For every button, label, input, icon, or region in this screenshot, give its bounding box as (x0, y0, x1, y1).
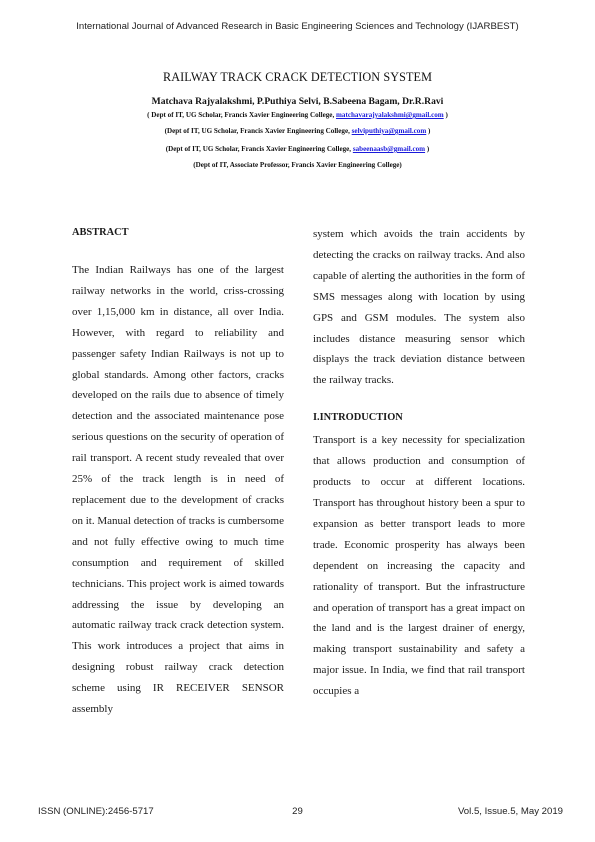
email-link[interactable]: sabeenaasb@gmail.com (352, 145, 426, 153)
introduction-paragraph: Transport is a key necessity for specialization that allows production and consumption of products to occur at different locations. Transport has throughout history been a spur to expansion as better transport leads to more trade. Economic prosperity has always been dependent on increasing the capacity and rationality of transport. But the infrastructure and operation of transport has a great impact on the land and is the largest drainer of energy, making transport sustainability and safety a major issue. In India, we find that rail transport occupies a (313, 434, 525, 698)
email-link[interactable]: selviputhiya@gmail.com (351, 127, 427, 135)
affiliation-close: ) (443, 111, 448, 119)
affiliation-text: (Dept of IT, UG Scholar, Francis Xavier Engineering College, (164, 127, 352, 135)
abstract-heading: ABSTRACT (72, 227, 129, 238)
introduction-heading: I.INTRODUCTION (313, 412, 403, 424)
abstract-continuation: system which avoids the train accidents by detecting the cracks on railway tracks. And also capable of alerting the authorities in the form of SMS messages along with location by using GPS and GSM modules. The system also includes distance measuring sensor which displays the track deviation distance between the railway tracks. (313, 228, 525, 387)
journal-header: International Journal of Advanced Research in Basic Engineering Sciences and Technology (IJARBEST) (76, 21, 519, 32)
affiliation-3 (0, 145, 595, 153)
affiliation-text: (Dept of IT, Associate Professor, Francis Xavier Engineering College) (193, 161, 402, 169)
footer-page-number: 29 (292, 806, 303, 817)
footer-issn: ISSN (ONLINE):2456-5717 (38, 806, 154, 817)
affiliation-text: ( Dept of IT, UG Scholar, Francis Xavier Engineering College, (147, 111, 336, 119)
abstract-paragraph: The Indian Railways has one of the largest railway networks in the world, criss-crossing over 1,15,000 km in distance, all over India. However, with regard to reliability and passenger safety Indian Railways is not up to global standards. Among other factors, cracks developed on the rails due to absence of timely detection and the associated maintenance pose serious questions on the security of operation of rail transport. A recent study revealed that over 25% of the track length is in need of replacement due to the development of cracks on it. Manual detection of tracks is cumbersome and not fully effective owing to much time consumption and requirement of skilled technicians. This project work is aimed towards addressing the issue by developing an automatic railway track crack detection system. This work introduces a project that aims in designing robust railway crack detection scheme using IR RECEIVER SENSOR assembly (72, 264, 284, 716)
affiliation-1 (0, 111, 595, 119)
affiliation-text: (Dept of IT, UG Scholar, Francis Xavier Engineering College, (165, 145, 353, 153)
affiliation-4 (0, 161, 595, 169)
author-list: Matchava Rajyalakshmi, P.Puthiya Selvi, B.Sabeena Bagam, Dr.R.Ravi (151, 96, 444, 107)
footer-volume: Vol.5, Issue.5, May 2019 (457, 806, 563, 817)
left-column (72, 224, 284, 720)
right-column (313, 224, 525, 702)
paper-title: RAILWAY TRACK CRACK DETECTION SYSTEM (162, 70, 433, 84)
affiliation-close: ) (425, 145, 430, 153)
affiliation-close: ) (426, 127, 431, 135)
affiliation-2 (0, 127, 595, 135)
email-link[interactable]: matchavarajyalakshmi@gmail.com (336, 111, 444, 119)
